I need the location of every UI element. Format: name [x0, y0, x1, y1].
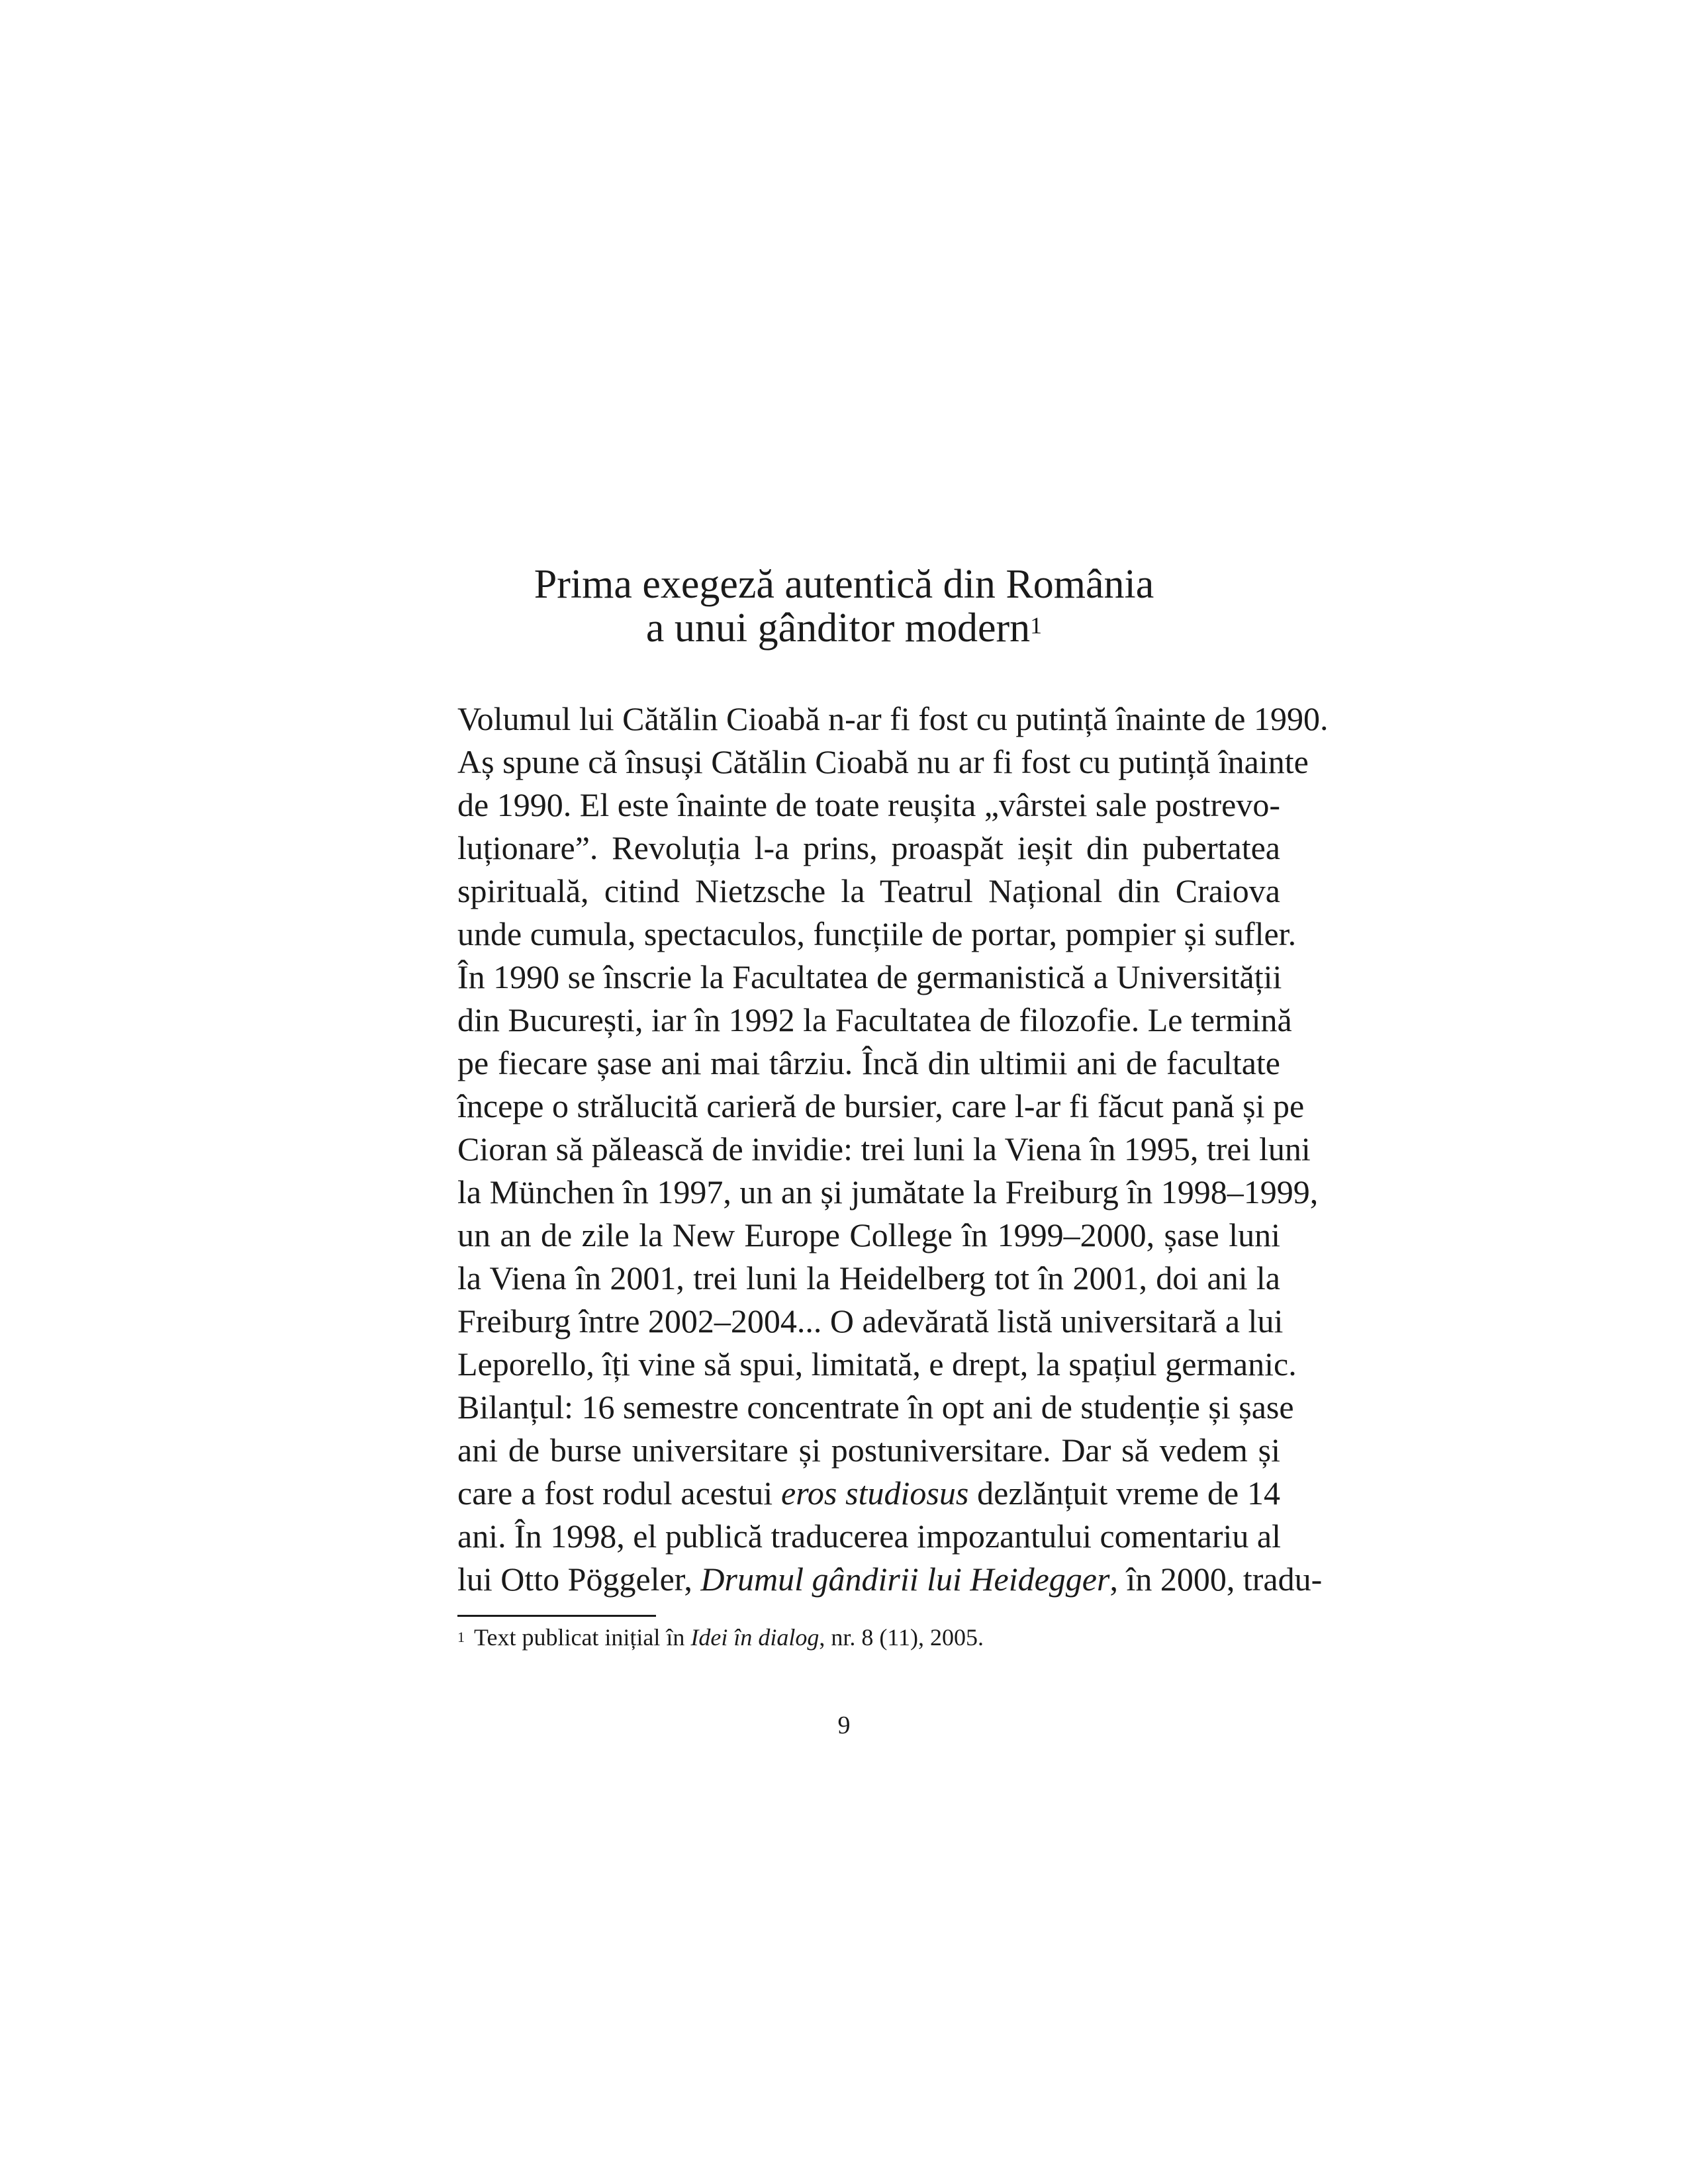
- text-segment: care a fost rodul acestui: [457, 1475, 782, 1512]
- body-line: [457, 1300, 1284, 1343]
- text-segment: În 1990 se înscrie la Facultatea de germanistică a Universității: [457, 958, 1282, 995]
- chapter-title-line-2-text: a unui gânditor modern: [645, 606, 1031, 651]
- body-line: [457, 1515, 1280, 1558]
- body-line: [457, 1429, 1280, 1472]
- text-segment: la München în 1997, un an și jumătate la Freiburg în 1998–1999,: [457, 1173, 1319, 1210]
- body-line: [457, 784, 1280, 827]
- body-line: [457, 956, 1280, 999]
- italic-text: Drumul gândirii lui Heidegger: [700, 1561, 1110, 1598]
- body-line: [457, 913, 1297, 956]
- page-number: 9: [837, 1711, 851, 1739]
- text-segment: luționare”. Revoluția l-a prins, proaspăt ieșit din pubertatea: [457, 829, 1280, 866]
- text-segment: spirituală, citind Nietzsche la Teatrul Național din Craiova: [457, 872, 1280, 909]
- footnote-number: 1: [457, 1629, 465, 1645]
- body-line: [457, 741, 1309, 784]
- body-line: [457, 827, 1280, 870]
- body-line: [457, 1343, 1297, 1386]
- text-segment: Cioran să pălească de invidie: trei luni la Viena în 1995, trei luni: [457, 1130, 1311, 1167]
- footnote-journal-title: Idei în dialog: [690, 1624, 820, 1651]
- text-segment: Leporello, îți vine să spui, limitată, e drept, la spațiul germanic.: [457, 1345, 1297, 1383]
- text-segment: din București, iar în 1992 la Facultatea de filozofie. Le termină: [457, 1001, 1292, 1038]
- text-segment: Bilanțul: 16 semestre concentrate în opt ani de studenție și șase: [457, 1388, 1294, 1426]
- footnote: [457, 1623, 984, 1652]
- text-segment: Volumul lui Cătălin Cioabă n-ar fi fost cu putință înainte de 1990.: [457, 700, 1329, 737]
- footnote-text: Text publicat inițial în: [474, 1624, 691, 1651]
- footnote-reference[interactable]: 1: [1030, 612, 1043, 639]
- body-line: [457, 1214, 1280, 1257]
- text-segment: dezlănțuit vreme de 14: [968, 1475, 1280, 1512]
- text-segment: Aș spune că însuși Cătălin Cioabă nu ar fi fost cu putință înainte: [457, 743, 1309, 780]
- body-line: [457, 1558, 1323, 1601]
- body-line: [457, 1257, 1280, 1300]
- footnote-citation: , nr. 8 (11), 2005.: [819, 1624, 984, 1651]
- text-segment: unde cumula, spectaculos, funcțiile de portar, pompier și sufler.: [457, 915, 1297, 952]
- body-line: [457, 1171, 1319, 1214]
- chapter-title-line-2: [0, 606, 1688, 650]
- body-text: [457, 698, 1329, 1601]
- text-segment: la Viena în 2001, trei luni la Heidelberg tot în 2001, doi ani la: [457, 1259, 1280, 1297]
- body-line: [457, 999, 1292, 1042]
- italic-text: eros studiosus: [781, 1475, 969, 1512]
- body-line: [457, 1472, 1280, 1515]
- text-segment: ani. În 1998, el publică traducerea impozantului comentariu al: [457, 1518, 1281, 1555]
- text-segment: lui Otto Pöggeler,: [457, 1561, 701, 1598]
- body-line: [457, 1386, 1294, 1429]
- text-segment: un an de zile la New Europe College în 1999–2000, șase luni: [457, 1216, 1280, 1253]
- chapter-title-line-1: Prima exegeză autentică din România: [534, 562, 1154, 607]
- body-line: [457, 698, 1329, 741]
- text-segment: ani de burse universitare și postuniversitare. Dar să vedem și: [457, 1432, 1280, 1469]
- text-segment: începe o strălucită carieră de bursier, care l-ar fi făcut pană și pe: [457, 1087, 1305, 1124]
- body-line: [457, 1085, 1305, 1128]
- text-segment: Freiburg între 2002–2004... O adevărată listă universitară a lui: [457, 1302, 1284, 1340]
- body-line: [457, 1128, 1311, 1171]
- chapter-title: [0, 563, 1688, 650]
- text-segment: , în 2000, tradu-: [1109, 1561, 1323, 1598]
- body-line: [457, 870, 1280, 913]
- body-line: [457, 1042, 1280, 1085]
- footnote-divider: [457, 1615, 656, 1617]
- text-segment: de 1990. El este înainte de toate reușita „vârstei sale postrevo-: [457, 786, 1280, 823]
- text-segment: pe fiecare șase ani mai târziu. Încă din ultimii ani de facultate: [457, 1044, 1280, 1081]
